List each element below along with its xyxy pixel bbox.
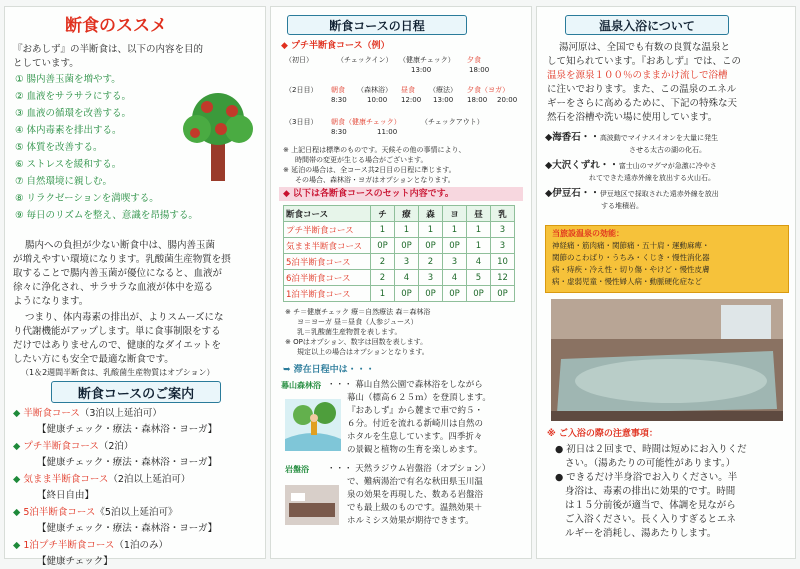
course-name: 1泊プチ半断食コース [23, 540, 115, 551]
course-guide-title: 断食コースのご案内 [77, 386, 195, 402]
course-list [13, 407, 217, 569]
course-name: 5泊半断食コース [23, 507, 96, 518]
set-contents-bar: ◆ 以下は各断食コースのセット内容です。 [279, 187, 523, 201]
caution-line: ルギーを消耗し、湯あたりします。 [565, 528, 717, 539]
paragraph-line: つまり、体内毒素の排出が、よりスムーズにな [25, 312, 224, 323]
table-cell: 0P [443, 238, 467, 254]
goal-item: ④ 体内毒素を排出する。 [15, 125, 122, 136]
tree-illustration [177, 89, 259, 183]
course-name: プチ半断食コース [23, 441, 99, 452]
caution-line: ● できるだけ半身浴でお入りください。半 [555, 472, 738, 483]
course-item [13, 440, 217, 454]
table-cell: 0P [395, 238, 419, 254]
note-line: 規定以上の場合はオプションとなります。 [297, 348, 429, 356]
intro-line: 湯河原は、全国でも有数の良質な温泉と [559, 42, 731, 53]
table-cell: 5 [467, 270, 491, 286]
hot-spring-intro [547, 41, 741, 125]
goal-item: ③ 血液の循環を改善する。 [15, 108, 132, 119]
day1-label: （初日） [285, 56, 313, 64]
day2-item: 朝食 [331, 86, 345, 94]
diamond-icon: ◆ [13, 474, 24, 485]
text-line: 『おあしず』から麓まで車で約５・ [347, 406, 484, 416]
course-guide-heading [51, 381, 221, 403]
effects-line: 病・痔疾・冷え性・切り傷・やけど・慢性皮膚 [552, 265, 710, 274]
intestine-paragraph [13, 239, 231, 309]
text-line: ・・・ 天然ラジウム岩盤浴（オプション） [327, 464, 491, 474]
table-header: 乳 [491, 206, 515, 222]
course-items: 【健康チェック・療法・森林浴・ヨーガ】 [37, 424, 218, 435]
paragraph-line: が増えやすい環境になります。乳酸菌生産物質を摂 [13, 254, 231, 265]
day3-label: （3日目） [285, 118, 318, 126]
panel-fasting-recommendation [4, 6, 266, 567]
table-cell: 1 [371, 286, 395, 302]
day2-item: （森林浴） [357, 86, 392, 94]
note-line: 時間帯の変更が生じる場合がございます。 [295, 156, 428, 164]
table-cell: 4 [467, 254, 491, 270]
caution-line: 身浴は、毒素の排出に効果的です。時間 [565, 486, 736, 497]
note-line: ※ OPはオプション、数字は回数を表します。 [285, 338, 428, 346]
course-name: 気まま半断食コース [23, 474, 109, 485]
text-line: ホタルを生息しています。四季折々 [347, 432, 483, 442]
paragraph-line: 取することで腸内善玉菌が優位になると、血液が [13, 268, 223, 279]
table-row [284, 286, 515, 302]
table-cell: 1 [467, 222, 491, 238]
stone-desc: れてできた遠赤外線を放出する火山石。 [589, 174, 715, 182]
paragraph-line: ようになります。 [13, 296, 89, 307]
table-cell: 気まま半断食コース [284, 238, 371, 254]
table-cell: 12 [491, 270, 515, 286]
page-title-fasting: 断食のススメ [65, 16, 167, 36]
hot-spring-title: 温泉入浴について [599, 18, 695, 33]
intro-line: 然石を浴槽や洗い場に使用しています。 [547, 112, 718, 123]
note-line: その場合、森林浴・ヨガはオプションとなります。 [295, 176, 455, 184]
diamond-icon: ◆ [13, 540, 24, 551]
table-notes [285, 307, 430, 357]
table-cell: 0P [419, 238, 443, 254]
stone-name: ◆伊豆石・・ [545, 188, 600, 199]
day1-time: 13:00 [411, 66, 432, 74]
table-cell: 2 [419, 254, 443, 270]
hot-spring-heading [565, 15, 729, 35]
course-item [13, 473, 217, 487]
course-detail: （2泊） [98, 441, 134, 452]
panel-course-schedule [270, 6, 532, 559]
intro-line: して知られています。『おあしず』では、この [547, 56, 741, 67]
forest-illustration [285, 399, 341, 451]
table-cell: 0P [419, 286, 443, 302]
table-row [284, 222, 515, 238]
bedrock-bath-photo [285, 485, 339, 525]
text-line: で、難病湯治で有名な秋田県玉川温 [347, 477, 483, 487]
day2-time: 18:00 [467, 96, 488, 104]
table-cell: 4 [395, 270, 419, 286]
effects-line: 関節のこわばり・うちみ・くじき・慢性消化器 [552, 253, 710, 262]
day3-item: 朝食（健康チェック） [331, 118, 401, 126]
stone-desc: 富士山のマグマが急激に冷やさ [618, 162, 717, 170]
table-cell: 6泊半断食コース [284, 270, 371, 286]
detox-paragraph [13, 311, 224, 379]
course-items: 【健康チェック】 [37, 556, 113, 567]
paragraph-line: り代謝機能がアップします。単に食事制限をする [13, 326, 221, 337]
text-line: でも最上級のものです。温熱効果＋ [347, 503, 483, 513]
note-line: 乳＝乳酸菌生産物質を表します。 [297, 328, 402, 336]
table-cell: 10 [491, 254, 515, 270]
intro-line-1: 『おあしず』の半断食は、以下の内容を目的 [13, 44, 204, 55]
caution-title: ※ ご入浴の際の注意事項： [547, 429, 658, 439]
paragraph-note: （1＆2週間半断食は、乳酸菌生産物質はオプション） [21, 368, 215, 377]
table-cell: 3 [491, 238, 515, 254]
day2-time: 13:00 [433, 96, 454, 104]
stone-item [545, 159, 719, 173]
course-items: 【終日自由】 [37, 490, 95, 501]
example-title: ◆ プチ半断食コース（例） [281, 41, 390, 51]
text-line: 幕山（標高６２５ｍ）を登頂します。 [347, 393, 491, 403]
paragraph-line: したい方にも安全で最適な断食です。 [13, 354, 174, 365]
table-cell: 1 [419, 222, 443, 238]
day2-time: 20:00 [497, 96, 518, 104]
table-cell: 3 [443, 254, 467, 270]
diamond-icon: ◆ [13, 408, 24, 419]
caution-line: さい。（湯あたりの可能性があります。） [565, 458, 736, 469]
table-cell: 3 [491, 222, 515, 238]
diamond-icon: ◆ [13, 441, 24, 452]
day1-item: （チェックイン） [337, 56, 393, 64]
intro-line-2: としています。 [13, 58, 79, 69]
course-detail: （3泊以上延泊可） [79, 408, 162, 419]
paragraph-line: だけではありませんので、健康的なダイエットを [13, 340, 222, 351]
stay-title: ➥ 滞在日程中は・・・ [283, 365, 375, 375]
goal-item: ② 血液をサラサラにする。 [15, 91, 132, 102]
table-cell: 3 [395, 254, 419, 270]
course-set-table [283, 205, 515, 302]
table-cell: 0P [371, 238, 395, 254]
caution-line: は１５分前後が適当で、体調を見ながら [565, 500, 736, 511]
day2-item: （療法） [429, 86, 457, 94]
course-items: 【健康チェック・療法・森林浴・ヨーガ】 [37, 457, 218, 468]
paragraph-line: 腸内への負担が少ない断食中は、腸内善玉菌 [25, 240, 216, 251]
goal-item: ⑨ 毎日のリズムを整え、意識を昂揚する。 [15, 210, 198, 221]
stone-desc: 高波動でマイナスイオンを大量に発生 [599, 134, 719, 142]
goal-list [15, 73, 198, 223]
text-line: ・・・ 幕山自然公園で森林浴をしながら [327, 380, 483, 390]
bath-text [327, 463, 490, 528]
caution-line: ● 初日は２回まで、時間は短めにお入りくだ [555, 444, 747, 455]
day2-label: （2日目） [285, 86, 318, 94]
day2-item: 夕食（ヨガ） [467, 86, 510, 94]
table-cell: 0P [491, 286, 515, 302]
diamond-icon: ◆ [13, 507, 24, 518]
text-line: ６分。付近を流れる新崎川は自然の [347, 419, 484, 429]
note-line: ※ 延泊の場合は、全コース共2日目の日程に準じます。 [283, 166, 456, 174]
goal-item: ⑧ リラクゼーションを満喫する。 [15, 193, 159, 204]
table-cell: 5泊半断食コース [284, 254, 371, 270]
bath-photo [551, 299, 783, 421]
panel-hot-spring [536, 6, 796, 559]
day2-time: 8:30 [331, 96, 347, 104]
day1-item: 夕食 [467, 56, 481, 64]
day1-time: 18:00 [469, 66, 490, 74]
bath-label: 岩盤浴 [285, 465, 309, 474]
table-cell: 2 [371, 254, 395, 270]
note-line: ※ チ＝健康チェック 療＝自然療法 森＝森林浴 [285, 308, 431, 316]
table-cell: 4 [443, 270, 467, 286]
text-line: の景観と植物の生育を楽しめます。 [347, 445, 483, 455]
day3-time: 8:30 [331, 128, 347, 136]
table-cell: 3 [419, 270, 443, 286]
day2-time: 10:00 [367, 96, 388, 104]
day3-item: （チェックアウト） [421, 118, 484, 126]
table-header: 断食コース [284, 206, 371, 222]
course-items: 【健康チェック・療法・森林浴・ヨーガ】 [37, 523, 218, 534]
paragraph-line: 徐々に浄化され、サラサラな血液が体中を巡る [13, 282, 214, 293]
table-header: チ [371, 206, 395, 222]
table-cell: プチ半断食コース [284, 222, 371, 238]
table-cell: 1泊半断食コース [284, 286, 371, 302]
table-cell: 1 [371, 222, 395, 238]
effects-line: 神経痛・筋肉痛・関節痛・五十肩・運動麻痺・ [552, 241, 710, 250]
stone-desc: 伊豆地区で採取された遠赤外線を放出 [599, 190, 719, 198]
goal-item: ⑦ 自然環境に親しむ。 [15, 176, 113, 187]
stone-item [545, 187, 719, 201]
intro-line: ギーをさらに高めるために、下記の特殊な天 [547, 98, 738, 109]
stone-desc: させる太古の湖の化石。 [629, 146, 706, 154]
effects-line: 病・虚弱児童・慢性婦人病・動脈硬化症など [552, 277, 702, 286]
table-header: 森 [419, 206, 443, 222]
table-header-row [284, 206, 515, 222]
note-line: ※ 上記日程は標準のものです。天候その他の事情により、 [283, 146, 466, 154]
course-detail: （2泊以上延泊可） [108, 474, 191, 485]
table-row [284, 270, 515, 286]
note-line: ヨ＝ヨーガ 昼＝昼食（人参ジュース） [297, 318, 418, 326]
schedule-heading [287, 15, 467, 35]
table-cell: 0P [467, 286, 491, 302]
intro-line: 温泉を源泉１００％のままかけ流しで浴槽 [547, 70, 728, 81]
table-cell: 0P [395, 286, 419, 302]
forest-label: 幕山森林浴 [281, 381, 321, 390]
course-detail: 《5泊以上延泊可》 [95, 507, 178, 518]
course-detail: （1泊のみ） [114, 540, 168, 551]
table-cell: 1 [395, 222, 419, 238]
course-item [13, 407, 217, 421]
day2-item: 昼食 [401, 86, 415, 94]
day3-time: 11:00 [377, 128, 398, 136]
course-item [13, 539, 217, 553]
stone-name: ◆海香石・・ [545, 132, 600, 143]
stone-list [545, 131, 719, 211]
table-header: ヨ [443, 206, 467, 222]
effects-title: 当旅設温泉の効能： [552, 229, 624, 238]
text-line: ホルミシス効果が期待できます。 [347, 516, 474, 526]
forest-text [327, 379, 491, 457]
day1-item: （健康チェック） [399, 56, 455, 64]
goal-item: ① 腸内善玉菌を増やす。 [15, 74, 121, 85]
schedule-title: 断食コースの日程 [329, 18, 425, 33]
text-line: 泉の効果を再現した、数ある岩盤浴 [347, 490, 484, 500]
goal-item: ⑥ ストレスを緩和する。 [15, 159, 122, 170]
goal-item: ⑤ 体質を改善する。 [15, 142, 103, 153]
stone-name: ◆大沢くずれ・・ [545, 160, 619, 171]
table-row [284, 238, 515, 254]
intro-line: に注いでおります。また、この温泉のエネル [547, 84, 737, 95]
stone-item [545, 131, 719, 145]
schedule-notes [283, 145, 466, 185]
table-header: 療 [395, 206, 419, 222]
caution-line: ご入浴ください。長く入りすぎるとエネ [565, 514, 737, 525]
table-cell: 1 [443, 222, 467, 238]
table-cell: 2 [371, 270, 395, 286]
effects-box [545, 225, 789, 293]
table-row [284, 254, 515, 270]
table-cell: 1 [467, 238, 491, 254]
caution-list [555, 443, 747, 541]
course-name: 半断食コース [23, 408, 80, 419]
table-cell: 0P [443, 286, 467, 302]
stone-desc: する堆積岩。 [601, 202, 643, 210]
course-item [13, 506, 217, 520]
table-header: 昼 [467, 206, 491, 222]
day2-time: 12:00 [401, 96, 422, 104]
